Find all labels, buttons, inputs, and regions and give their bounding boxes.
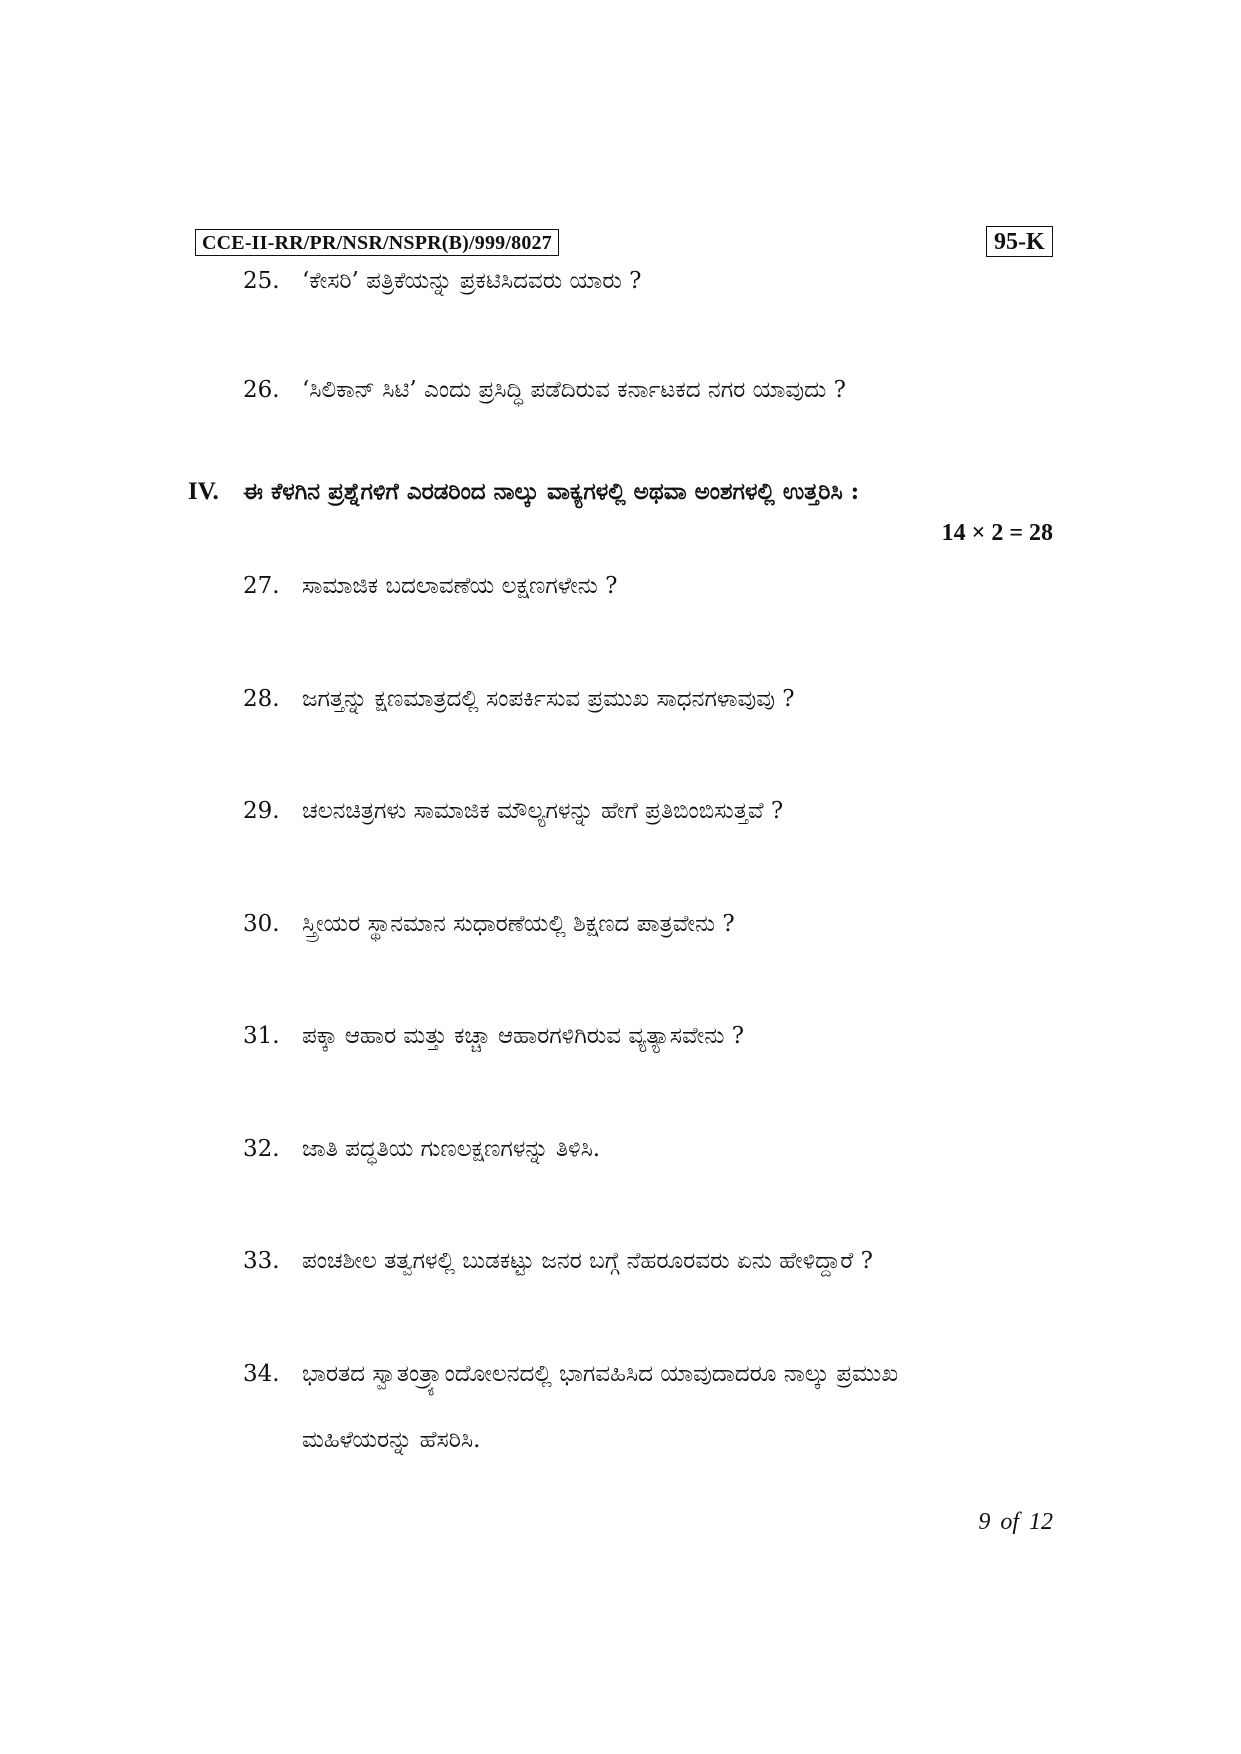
question-number: 28.: [243, 686, 280, 712]
question-text: ಸ್ತ್ರೀಯರ ಸ್ಥಾನಮಾನ ಸುಧಾರಣೆಯಲ್ಲಿ ಶಿಕ್ಷಣದ ಪಾತ್ರವೇನು ?: [302, 911, 735, 937]
question-32: [243, 1134, 600, 1164]
question-number: 32.: [243, 1136, 280, 1162]
question-28: [243, 684, 795, 714]
question-27: [243, 571, 618, 601]
question-text: ಭಾರತದ ಸ್ವಾತಂತ್ರ್ಯಾಂದೋಲನದಲ್ಲಿ ಭಾಗವಹಿಸಿದ ಯಾವುದಾದರೂ ನಾಲ್ಕು ಪ್ರಮುಖ: [302, 1361, 899, 1387]
question-number: 25.: [243, 268, 280, 294]
question-25: [243, 266, 641, 296]
question-text: ಪಕ್ಕಾ ಆಹಾರ ಮತ್ತು ಕಚ್ಚಾ ಆಹಾರಗಳಿಗಿರುವ ವ್ಯತ್ಯಾಸವೇನು ?: [302, 1023, 745, 1049]
question-number: 27.: [243, 573, 280, 599]
question-text: ‘ಕೇಸರಿ’ ಪತ್ರಿಕೆಯನ್ನು ಪ್ರಕಟಿಸಿದವರು ಯಾರು ?: [302, 268, 642, 294]
question-26: [243, 375, 846, 405]
question-number: 29.: [243, 798, 280, 824]
question-29: [243, 796, 783, 826]
question-34: [243, 1359, 898, 1455]
question-31: [243, 1021, 744, 1051]
question-33: [243, 1246, 873, 1276]
section-marks: 14 × 2 = 28: [941, 520, 1053, 546]
question-text: ಜಾತಿ ಪದ್ಧತಿಯ ಗುಣಲಕ್ಷಣಗಳನ್ನು ತಿಳಿಸಿ.: [302, 1136, 601, 1162]
question-text: ಸಾಮಾಜಿಕ ಬದಲಾವಣೆಯ ಲಕ್ಷಣಗಳೇನು ?: [302, 573, 618, 599]
question-number: 33.: [243, 1248, 280, 1274]
paper-number: 95-K: [986, 226, 1053, 257]
section-roman-number: IV.: [188, 478, 219, 505]
question-text: ಜಗತ್ತನ್ನು ಕ್ಷಣಮಾತ್ರದಲ್ಲಿ ಸಂಪರ್ಕಿಸುವ ಪ್ರಮುಖ ಸಾಧನಗಳಾವುವು ?: [302, 686, 795, 712]
section-instruction: ಈ ಕೆಳಗಿನ ಪ್ರಶ್ನೆಗಳಿಗೆ ಎರಡರಿಂದ ನಾಲ್ಕು ವಾಕ್ಯಗಳಲ್ಲಿ ಅಥವಾ ಅಂಶಗಳಲ್ಲಿ ಉತ್ತರಿಸಿ :: [243, 478, 860, 505]
page-number: 9 of 12: [978, 1509, 1053, 1535]
question-text: ‘ಸಿಲಿಕಾನ್ ಸಿಟಿ’ ಎಂದು ಪ್ರಸಿದ್ಧಿ ಪಡೆದಿರುವ ಕರ್ನಾಟಕದ ನಗರ ಯಾವುದು ?: [302, 377, 846, 403]
question-number: 31.: [243, 1023, 280, 1049]
question-number: 34.: [243, 1361, 280, 1387]
question-number: 30.: [243, 911, 280, 937]
question-text: ಚಲನಚಿತ್ರಗಳು ಸಾಮಾಜಿಕ ಮೌಲ್ಯಗಳನ್ನು ಹೇಗೆ ಪ್ರತಿಬಿಂಬಿಸುತ್ತವೆ ?: [302, 798, 784, 824]
question-text-continuation: ಮಹಿಳೆಯರನ್ನು ಹೆಸರಿಸಿ.: [302, 1427, 481, 1453]
question-30: [243, 909, 735, 939]
question-paper-code: CCE-II-RR/PR/NSR/NSPR(B)/999/8027: [195, 229, 559, 256]
question-text: ಪಂಚಶೀಲ ತತ್ವಗಳಲ್ಲಿ ಬುಡಕಟ್ಟು ಜನರ ಬಗ್ಗೆ ನೆಹರೂರವರು ಏನು ಹೇಳಿದ್ದಾರೆ ?: [302, 1248, 873, 1274]
question-number: 26.: [243, 377, 280, 403]
section-heading: [188, 477, 859, 507]
